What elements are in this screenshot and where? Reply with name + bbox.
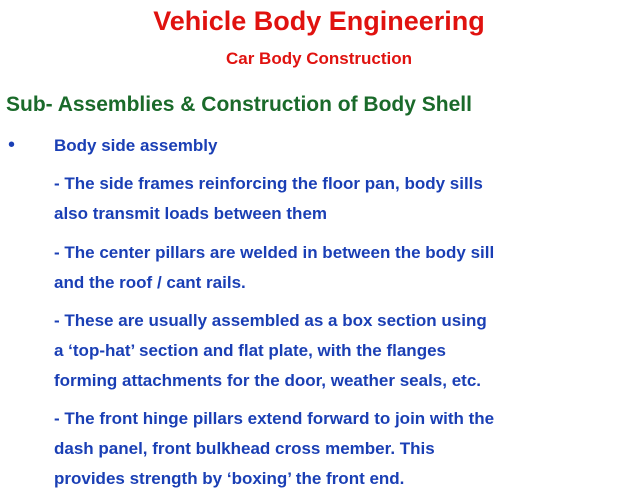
paragraph-line: dash panel, front bulkhead cross member. This [54, 439, 435, 458]
paragraph-center-pillars [54, 238, 629, 298]
section-heading: Sub- Assemblies & Construction of Body Shell [6, 93, 472, 116]
paragraph-line: also transmit loads between them [54, 204, 328, 223]
slide-title: Vehicle Body Engineering [153, 6, 485, 36]
slide-subtitle: Car Body Construction [225, 49, 413, 68]
paragraph-line: forming attachments for the door, weather seals, etc. [54, 371, 481, 390]
paragraph-line: - The side frames reinforcing the floor pan, body sills [54, 174, 483, 193]
paragraph-front-hinge-pillars [54, 404, 629, 491]
bullet-point-icon: • [8, 134, 16, 156]
paragraph-line: - The front hinge pillars extend forward to join with the [54, 409, 495, 428]
paragraph-line: - These are usually assembled as a box section using [54, 311, 487, 330]
paragraph-side-frames [54, 169, 629, 229]
paragraph-line: a ‘top-hat’ section and flat plate, with the flanges [54, 341, 446, 360]
bullet-label: Body side assembly [54, 136, 218, 155]
paragraph-line: - The center pillars are welded in between the body sill [54, 243, 495, 262]
paragraph-line: provides strength by ‘boxing’ the front end. [54, 469, 405, 488]
paragraph-line: and the roof / cant rails. [54, 273, 246, 292]
paragraph-box-section [54, 306, 629, 396]
